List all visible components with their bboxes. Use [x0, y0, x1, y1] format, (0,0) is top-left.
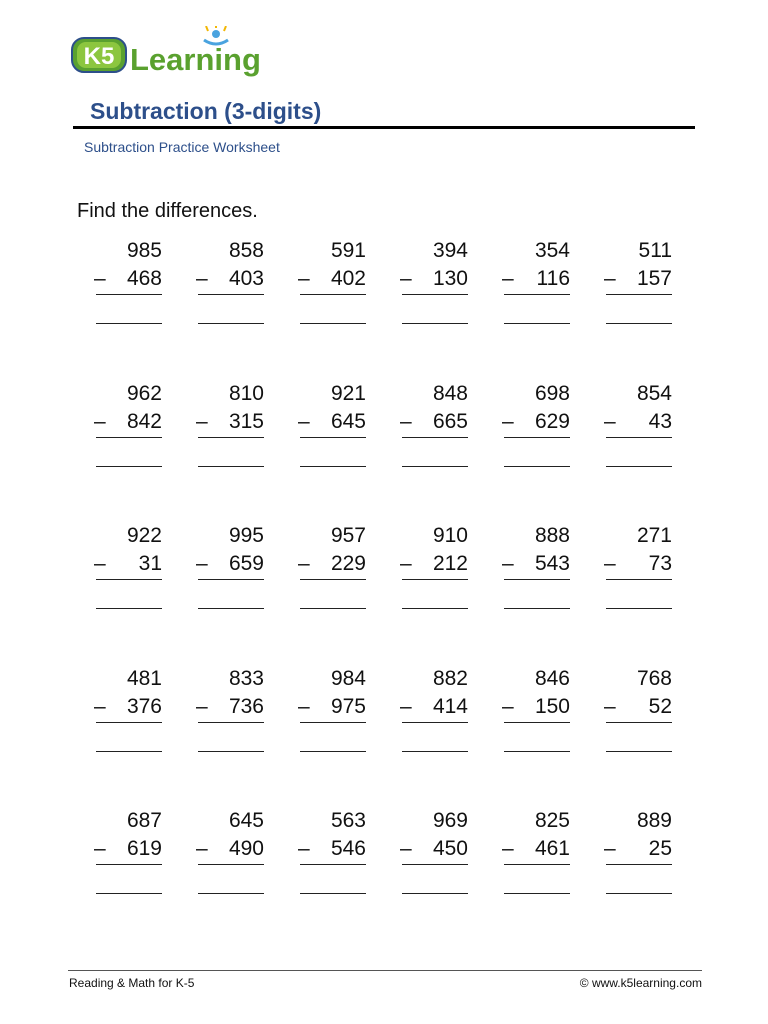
minuend: 810: [228, 382, 264, 405]
answer-line[interactable]: [504, 608, 570, 609]
answer-line[interactable]: [96, 323, 162, 324]
minuend: 984: [330, 667, 366, 690]
operation-line: [606, 722, 672, 723]
subtrahend: 403: [228, 267, 264, 290]
subtrahend: 52: [648, 695, 672, 718]
minus-sign: –: [94, 267, 106, 290]
subtrahend: 157: [636, 267, 672, 290]
subtraction-problem: [400, 809, 472, 899]
operation-line: [606, 294, 672, 295]
instructions: Find the differences.: [77, 200, 258, 222]
minus-sign: –: [502, 552, 514, 575]
subtraction-problem: [94, 524, 166, 614]
answer-line[interactable]: [300, 893, 366, 894]
minus-sign: –: [502, 837, 514, 860]
minus-sign: –: [94, 837, 106, 860]
subtrahend: 490: [228, 837, 264, 860]
minus-sign: –: [298, 410, 310, 433]
answer-line[interactable]: [96, 893, 162, 894]
operation-line: [402, 722, 468, 723]
answer-line[interactable]: [402, 751, 468, 752]
minus-sign: –: [94, 695, 106, 718]
operation-line: [504, 722, 570, 723]
subtrahend: 25: [648, 837, 672, 860]
operation-line: [300, 722, 366, 723]
operation-line: [300, 294, 366, 295]
minuend: 645: [228, 809, 264, 832]
answer-line[interactable]: [606, 751, 672, 752]
footer-divider: [68, 970, 702, 971]
answer-line[interactable]: [300, 466, 366, 467]
subtraction-problem: [400, 382, 472, 472]
minuend: 957: [330, 524, 366, 547]
minuend: 511: [638, 239, 672, 262]
minus-sign: –: [94, 552, 106, 575]
answer-line[interactable]: [504, 466, 570, 467]
operation-line: [504, 437, 570, 438]
subtrahend: 468: [126, 267, 162, 290]
title-divider: [73, 126, 695, 129]
minus-sign: –: [298, 695, 310, 718]
subtraction-problem: [298, 382, 370, 472]
subtrahend: 229: [330, 552, 366, 575]
minus-sign: –: [196, 267, 208, 290]
page-subtitle: Subtraction Practice Worksheet: [84, 139, 280, 155]
subtrahend: 619: [126, 837, 162, 860]
subtrahend: 376: [126, 695, 162, 718]
subtrahend: 150: [534, 695, 570, 718]
minuend: 687: [126, 809, 162, 832]
subtraction-problem: [400, 524, 472, 614]
subtraction-problem: [94, 809, 166, 899]
minus-sign: –: [298, 267, 310, 290]
answer-line[interactable]: [606, 466, 672, 467]
operation-line: [504, 864, 570, 865]
operation-line: [96, 294, 162, 295]
minuend: 698: [534, 382, 570, 405]
operation-line: [402, 864, 468, 865]
minus-sign: –: [298, 837, 310, 860]
minuend: 882: [432, 667, 468, 690]
operation-line: [402, 294, 468, 295]
answer-line[interactable]: [96, 608, 162, 609]
operation-line: [96, 579, 162, 580]
subtraction-problem: [196, 524, 268, 614]
minuend: 985: [126, 239, 162, 262]
subtraction-problem: [196, 382, 268, 472]
subtraction-problem: [502, 524, 574, 614]
operation-line: [402, 437, 468, 438]
minuend: 889: [636, 809, 672, 832]
subtraction-problem: [298, 524, 370, 614]
operation-line: [198, 722, 264, 723]
minuend: 354: [534, 239, 570, 262]
minus-sign: –: [604, 837, 616, 860]
subtrahend: 402: [330, 267, 366, 290]
subtraction-problem: [94, 667, 166, 757]
subtraction-problem: [196, 809, 268, 899]
minuend: 922: [126, 524, 162, 547]
minuend: 888: [534, 524, 570, 547]
minus-sign: –: [196, 695, 208, 718]
operation-line: [96, 722, 162, 723]
minus-sign: –: [400, 267, 412, 290]
subtraction-problem: [196, 667, 268, 757]
subtraction-problem: [94, 382, 166, 472]
subtrahend: 73: [648, 552, 672, 575]
answer-line[interactable]: [96, 751, 162, 752]
answer-line[interactable]: [504, 751, 570, 752]
answer-line[interactable]: [606, 323, 672, 324]
answer-line[interactable]: [198, 466, 264, 467]
subtraction-problem: [298, 667, 370, 757]
subtrahend: 43: [648, 410, 672, 433]
operation-line: [96, 437, 162, 438]
operation-line: [606, 437, 672, 438]
subtrahend: 116: [536, 267, 570, 290]
minus-sign: –: [502, 410, 514, 433]
answer-line[interactable]: [402, 466, 468, 467]
subtrahend: 414: [432, 695, 468, 718]
minus-sign: –: [502, 267, 514, 290]
minus-sign: –: [604, 552, 616, 575]
minus-sign: –: [400, 837, 412, 860]
operation-line: [96, 864, 162, 865]
minuend: 848: [432, 382, 468, 405]
footer-tagline: Reading & Math for K-5: [69, 976, 195, 990]
logo-k5-text: K5: [83, 43, 115, 70]
subtrahend: 315: [228, 410, 264, 433]
minuend: 995: [228, 524, 264, 547]
answer-line[interactable]: [504, 893, 570, 894]
operation-line: [606, 864, 672, 865]
footer-website: © www.k5learning.com: [579, 976, 702, 990]
answer-line[interactable]: [300, 751, 366, 752]
minus-sign: –: [196, 837, 208, 860]
minuend: 825: [534, 809, 570, 832]
subtraction-problem: [604, 239, 676, 329]
subtraction-problem: [502, 809, 574, 899]
subtrahend: 975: [330, 695, 366, 718]
minus-sign: –: [604, 410, 616, 433]
minuend: 846: [534, 667, 570, 690]
answer-line[interactable]: [606, 608, 672, 609]
subtraction-problem: [604, 382, 676, 472]
minuend: 854: [636, 382, 672, 405]
answer-line[interactable]: [402, 323, 468, 324]
subtrahend: 212: [432, 552, 468, 575]
operation-line: [198, 864, 264, 865]
subtraction-problem: [400, 667, 472, 757]
minus-sign: –: [196, 552, 208, 575]
subtraction-problem: [196, 239, 268, 329]
k5-learning-logo: [70, 26, 266, 80]
minuend: 969: [432, 809, 468, 832]
operation-line: [402, 579, 468, 580]
subtrahend: 543: [534, 552, 570, 575]
minuend: 833: [228, 667, 264, 690]
subtraction-problem: [502, 382, 574, 472]
subtrahend: 629: [534, 410, 570, 433]
answer-line[interactable]: [198, 751, 264, 752]
logo-learning-text: Learning: [130, 42, 261, 77]
answer-line[interactable]: [198, 893, 264, 894]
answer-line[interactable]: [402, 608, 468, 609]
operation-line: [198, 579, 264, 580]
subtrahend: 450: [432, 837, 468, 860]
answer-line[interactable]: [300, 608, 366, 609]
operation-line: [198, 294, 264, 295]
subtraction-problem: [298, 239, 370, 329]
minuend: 962: [126, 382, 162, 405]
operation-line: [300, 579, 366, 580]
minuend: 271: [636, 524, 672, 547]
subtraction-problem: [604, 809, 676, 899]
minus-sign: –: [604, 267, 616, 290]
operation-line: [300, 864, 366, 865]
answer-line[interactable]: [402, 893, 468, 894]
operation-line: [504, 579, 570, 580]
subtrahend: 461: [534, 837, 570, 860]
operation-line: [300, 437, 366, 438]
subtrahend: 546: [330, 837, 366, 860]
minus-sign: –: [400, 410, 412, 433]
minus-sign: –: [298, 552, 310, 575]
minuend: 768: [636, 667, 672, 690]
minus-sign: –: [400, 552, 412, 575]
minuend: 481: [126, 667, 162, 690]
subtrahend: 842: [126, 410, 162, 433]
minus-sign: –: [604, 695, 616, 718]
subtraction-problem: [502, 667, 574, 757]
subtraction-problem: [604, 667, 676, 757]
minuend: 858: [228, 239, 264, 262]
minuend: 394: [432, 239, 468, 262]
minuend: 921: [330, 382, 366, 405]
subtraction-problem: [94, 239, 166, 329]
subtrahend: 659: [228, 552, 264, 575]
subtraction-problem: [298, 809, 370, 899]
minus-sign: –: [502, 695, 514, 718]
operation-line: [504, 294, 570, 295]
subtrahend: 665: [432, 410, 468, 433]
page-title: Subtraction (3-digits): [90, 98, 322, 124]
answer-line[interactable]: [198, 608, 264, 609]
subtrahend: 736: [228, 695, 264, 718]
subtraction-problem: [400, 239, 472, 329]
answer-line[interactable]: [300, 323, 366, 324]
minus-sign: –: [94, 410, 106, 433]
subtraction-problem: [502, 239, 574, 329]
minus-sign: –: [400, 695, 412, 718]
subtrahend: 31: [138, 552, 162, 575]
minuend: 910: [432, 524, 468, 547]
minuend: 591: [330, 239, 366, 262]
answer-line[interactable]: [96, 466, 162, 467]
answer-line[interactable]: [504, 323, 570, 324]
answer-line[interactable]: [198, 323, 264, 324]
subtraction-problem: [604, 524, 676, 614]
minus-sign: –: [196, 410, 208, 433]
answer-line[interactable]: [606, 893, 672, 894]
operation-line: [606, 579, 672, 580]
subtrahend: 645: [330, 410, 366, 433]
minuend: 563: [330, 809, 366, 832]
subtrahend: 130: [432, 267, 468, 290]
operation-line: [198, 437, 264, 438]
